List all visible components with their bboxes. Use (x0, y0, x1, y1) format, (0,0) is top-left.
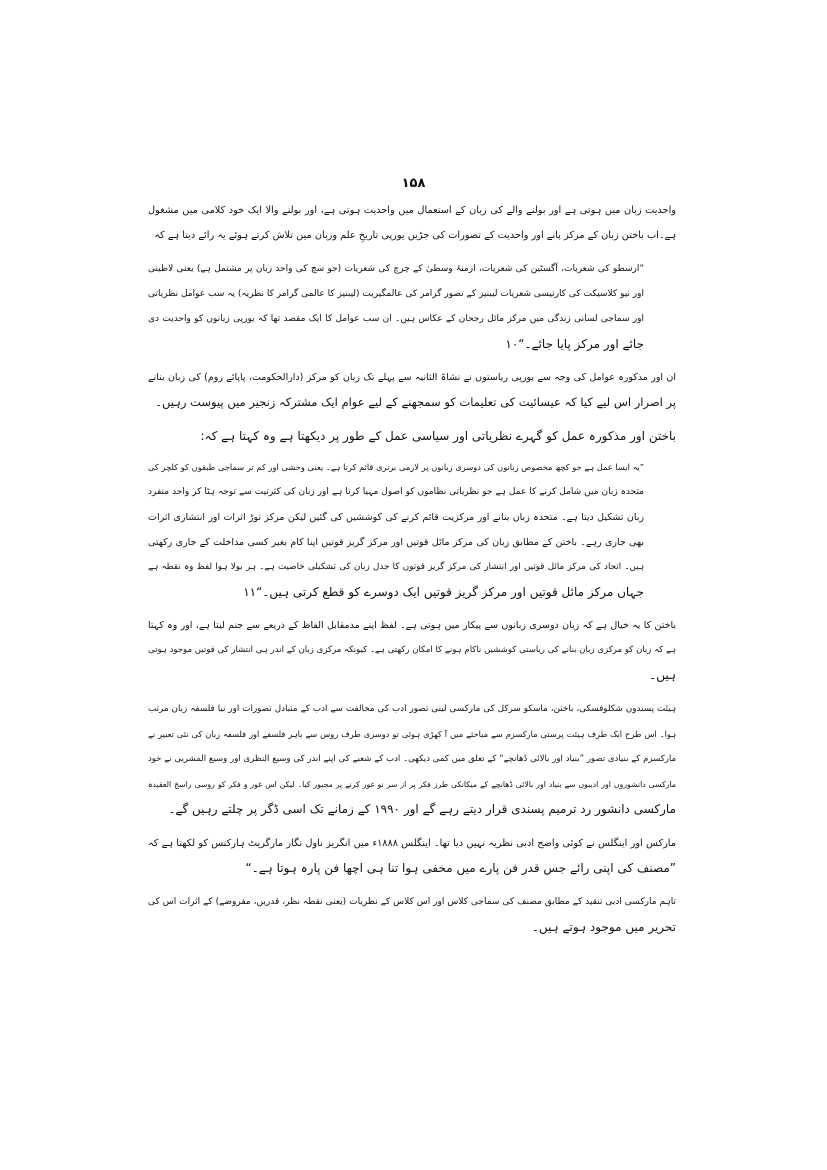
text-line: جائے اور مرکز پایا جائے۔“۱۰ (505, 337, 644, 351)
paragraph (148, 424, 676, 449)
text-line: باختن کا یہ خیال ہے کہ زبان دوسری زبانوں سے پیکار میں ہوتی ہے۔ لفظ اپنے مدمقابل الفاظ کے ذریعے سے جنم لیتا ہے، اور وہ کہتا (148, 620, 676, 631)
text-line: مارکسزم کے بنیادی تصور ”بنیاد اور بالائی ڈھانچے“ کے تعلق میں کمی دیکھی۔ ادب کے شعبے کی اپنے اندر کی وسیع النظری اور وسیع المشربی نے خود (148, 754, 676, 764)
text-line: مارکسی دانشور رد ترمیم پسندی قرار دیتے رہے گے اور ۱۹۹۰ کے زمانے تک اسی ڈگر پر چلتے رہیں گے۔ (168, 802, 676, 816)
paragraph (148, 365, 676, 415)
text-line: متحدہ زبان میں شامل کرنے کا عمل ہے جو نظریاتی نظاموں کو اصول مہیا کرتا ہے اور زبان کی کثرتیت سے توجہ ہٹا کر واحد منفرد (148, 487, 644, 497)
text-line: ہیں۔ (649, 668, 676, 682)
text-line: ”ارسطو کی شعریات، آگسٹین کی شعریات، ازمنۂ وسطیٰ کے چرچ کی شعریات (جو سچ کی واحد زبان پر مشتمل ہے) یعنی لاطینی (148, 264, 644, 274)
paragraph (148, 831, 676, 881)
text-line: ”یہ ایسا عمل ہے جو کچھ مخصوص زبانوں کی دوسری زبانوں پر لازمی برتری قائم کرتا ہے۔ یعنی وحشی اور کم تر سماجی طبقوں کو کلچر کی (148, 462, 644, 472)
text-line: مارکس اور اینگلس نے کوئی واضح ادبی نظریہ نہیں دیا تھا۔ اینگلس ۱۸۸۸ء میں انگریز ناول نگار مارگریٹ ہارکنس کو لکھتا ہے کہ (148, 838, 676, 849)
text-line: جہاں مرکز مائل قوتیں اور مرکز گریز قوتیں ایک دوسرے کو قطع کرتی ہیں۔“۱۱ (243, 585, 644, 599)
text-line: باختن اور مذکورہ عمل کو گہرے نظریاتی اور سیاسی عمل کے طور پر دیکھتا ہے وہ کہتا ہے کہ: (200, 429, 676, 443)
text-line: تاہم مارکسی ادبی تنقید کے مطابق مصنف کی سماجی کلاس اور اس کلاس کے نظریات (یعنی نقطہ نظر، قدریں، مفروضے) کے اثرات اس کی (148, 897, 676, 907)
page-body (148, 198, 676, 949)
block-quote (148, 257, 644, 357)
text-line: مارکسی دانشوروں اور ادیبوں سے بنیاد اور بالائی ڈھانچے کے میکانکی طرز فکر پر از سر نو غور کرنے پر مجبور کیا۔ لیکن اس غور و فکر کو روسی راسخ العقیدہ (148, 780, 676, 789)
paragraph (148, 613, 676, 688)
text-line: ”مصنف کی اپنی رائے جس قدر فن پارے میں مخفی ہوا تنا ہی اچھا فن پارہ ہوتا ہے۔“ (245, 861, 676, 875)
text-line: ہیں۔ اتحاد کی مرکز مائل قوتیں اور انتشار کی مرکز گریز قوتوں کا جدل زبان کی تشکیلی خاصیت ہے۔ ہر بولا ہوا لفظ وہ نقطہ ہے (148, 562, 644, 572)
text-line: بھی جاری رہے۔ باختن کے مطابق زبان کی مرکز مائل قوتیں اور مرکز گریز قوتیں اپنا کام بغیر کسی مداخلت کے جاری رکھتی (148, 537, 644, 548)
text-line: اور سماجی لسانی زندگی میں مرکز مائل رجحان کے عکاس ہیں۔ ان سب عوامل کا ایک مقصد تھا کہ یورپی زبانوں کو واحدیت دی (148, 314, 644, 324)
text-line: اور نیو کلاسیکت کی کارتیسی شعریات لیبنیز کے تصور گرامر کی عالمگیریت (لیبنیز کا عالمی گرامر کا نظریہ) یہ سب عوامل نظریاتی (148, 289, 644, 299)
page-number: ۱۵۸ (401, 176, 426, 191)
paragraph (148, 890, 676, 940)
text-line: ہوا۔ اس طرح ایک طرف ہیئت پرستی مارکسزم سے مباحثے میں آ کھڑی ہوئی تو دوسری طرف روس سے باہر فلسفے اور فلسفہ زبان کی نئی تعبیر نے (148, 729, 676, 739)
paragraph (148, 198, 676, 248)
text-line: ان اور مذکورہ عوامل کی وجہ سے یورپی ریاستوں نے نشاۃ الثانیہ سے پہلے تک زبان کو مرکز (دارالحکومت، پاپائے روم) کی زبان بنانے (148, 372, 676, 383)
text-line: واحدیت زبان میں ہوتی ہے اور بولنے والے کی زبان کے استعمال میں واحدیت ہوتی ہے، اور بولنے والا ایک خود کلامی میں مشغول (148, 205, 676, 216)
text-line: ہیئت پسندوں شکلوفسکی، باختن، ماسکو سرکل کی مارکسی لینی تصور ادب کی مخالفت سے ادب کے متبادل تصورات اور نیا فلسفہ زبان مرتب (148, 704, 676, 714)
text-line: ہے کہ زبان کو مرکزی زبان بنانے کی ریاستی کوششیں ناکام ہونے کا امکان رکھتی ہے۔ کیونکہ مرکزی زبان کے اندر ہی انتشار کی قوتیں موجود ہوتی (148, 645, 676, 655)
text-line: تحریر میں موجود ہوتے ہیں۔ (531, 920, 676, 934)
text-line: پر اصرار اس لیے کیا کہ عیسائیت کی تعلیمات کو سمجھنے کے لیے عوام ایک مشترکہ زنجیر میں پیوست رہیں۔ (155, 395, 676, 409)
block-quote (148, 455, 644, 605)
text-line: زبان تشکیل دیتا ہے۔ متحدہ زبان بنانے اور مرکزیت قائم کرنے کی کوششیں کی گئیں لیکن مرکز توڑ اثرات اور انتشاری اثرات (148, 512, 644, 523)
text-line: ہے۔اب باختن زبان کے مرکز پانے اور واحدیت کے تصورات کی جڑیں یورپی تاریخِ علم وزبان میں تلاش کرتے ہوئے یہ رائے دیتا ہے کہ (154, 230, 676, 241)
paragraph (148, 697, 676, 822)
